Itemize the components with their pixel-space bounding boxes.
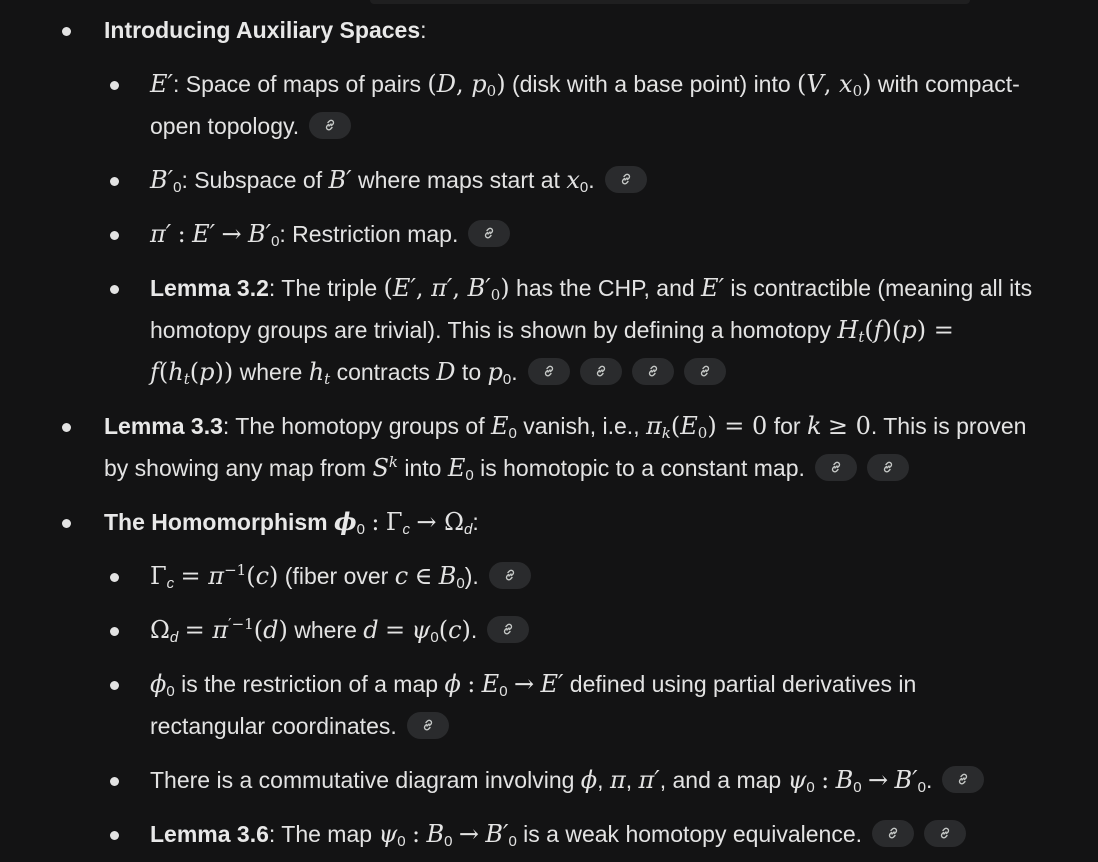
item-label: Lemma 3.2 — [150, 275, 269, 301]
source-link-chip[interactable] — [468, 220, 510, 247]
item-text: by showing any map from — [104, 455, 373, 481]
item-text: is a weak homotopy equivalence. — [516, 821, 862, 847]
item-text: : The triple — [268, 275, 384, 301]
source-link-chip[interactable] — [580, 358, 622, 385]
list-item-cont — [150, 711, 449, 741]
item-text: for — [767, 413, 807, 439]
list-item: π′ : $E' \to B'_0$: Restriction map. — [150, 219, 510, 257]
item-text: : Subspace of — [181, 167, 329, 193]
link-icon — [421, 718, 435, 732]
item-text: vanish, i.e., — [516, 413, 646, 439]
list-item: $B'_0$: Subspace of B′ where maps start at $x_0$. — [150, 165, 647, 203]
bullet — [110, 777, 119, 786]
bullet — [110, 177, 119, 186]
source-link-chip[interactable] — [942, 766, 984, 793]
list-item: E′: Space of maps of pairs (D, $p_0$) (disk with a base point) into (V, $x_0$) with compact- — [150, 70, 1020, 100]
list-item: $\Gamma_c = \pi^{-1}(c)$ (fiber over c ∈ $B_0$). — [150, 561, 531, 599]
bullet — [110, 681, 119, 690]
link-icon — [619, 172, 633, 186]
source-link-chip[interactable] — [528, 358, 570, 385]
list-item: $\Omega_d = \pi^{'-1}(d)$ where $d = \psi_0(c)$. — [150, 615, 529, 653]
item-text: (fiber over — [278, 563, 395, 589]
item-text: to — [455, 359, 488, 385]
item-text: homotopy groups are trivial). This is shown by defining a homotopy — [150, 317, 838, 343]
source-link-chip[interactable] — [309, 112, 351, 139]
link-icon — [829, 460, 843, 474]
bullet — [62, 519, 71, 528]
item-text: There is a commutative diagram involving — [150, 767, 581, 793]
item-text: rectangular coordinates. — [150, 713, 397, 739]
item-text: into — [398, 455, 448, 481]
source-link-chip[interactable] — [872, 820, 914, 847]
list-item: Lemma 3.6: The map $\psi_0$ : $B_0 \to B'_0$ is a weak homotopy equivalence. — [150, 819, 966, 857]
item-text: (disk with a base point) into — [505, 71, 798, 97]
bullet — [110, 285, 119, 294]
item-text: is homotopic to a constant map. — [473, 455, 805, 481]
link-icon — [594, 364, 608, 378]
list-item-cont: $f(h_t(p))$ where $h_t$ contracts D to $p_0$. — [150, 357, 726, 395]
link-icon — [482, 226, 496, 240]
top-bar — [370, 0, 970, 4]
item-text: where — [287, 617, 364, 643]
item-text: : Restriction map. — [279, 221, 459, 247]
item-text: : The homotopy groups of — [222, 413, 491, 439]
link-icon — [956, 772, 970, 786]
link-icon — [646, 364, 660, 378]
bullet — [110, 231, 119, 240]
link-icon — [698, 364, 712, 378]
bullet — [110, 81, 119, 90]
item-text: has the CHP, and — [509, 275, 702, 301]
bullet — [110, 831, 119, 840]
list-item: The Homomorphism $\phi_0$ : $\Gamma_c \to \Omega_d$: — [104, 507, 479, 538]
item-label: Lemma 3.6 — [150, 821, 269, 847]
list-item: Lemma 3.2: The triple (E′, π′, $B'_0$) has the CHP, and E′ is contractible (meaning all its — [150, 274, 1033, 304]
item-text: is the restriction of a map — [174, 671, 445, 697]
source-link-chip[interactable] — [924, 820, 966, 847]
source-link-chip[interactable] — [407, 712, 449, 739]
item-text: : — [420, 17, 427, 43]
item-text: contracts — [330, 359, 437, 385]
item-text: . This is proven — [870, 413, 1027, 439]
item-text: where — [233, 359, 309, 385]
item-text: , and a map — [659, 767, 788, 793]
link-icon — [542, 364, 556, 378]
item-text: : Space of maps of pairs — [172, 71, 428, 97]
source-link-chip[interactable] — [632, 358, 674, 385]
bullet — [62, 27, 71, 36]
source-link-chip[interactable] — [815, 454, 857, 481]
list-item: Lemma 3.3: The homotopy groups of $E_0$ vanish, i.e., $\pi_k(E_0) = 0$ for k ≥ 0. This is proven — [104, 412, 1027, 442]
list-item: There is a commutative diagram involving ϕ, π, π′, and a map $\psi_0$ : $B_0 \to B'_0$. — [150, 765, 984, 803]
item-text: is contractible (meaning all its — [724, 275, 1033, 301]
list-item: $\phi_0$ is the restriction of a map ϕ : $E_0 \to E'$ defined using partial derivatives in — [150, 670, 917, 700]
source-link-chip[interactable] — [489, 562, 531, 589]
bullet — [110, 627, 119, 636]
link-icon — [323, 118, 337, 132]
item-text: with compact- — [871, 71, 1020, 97]
bullet — [62, 423, 71, 432]
list-item-cont — [150, 111, 351, 141]
source-link-chip[interactable] — [867, 454, 909, 481]
link-icon — [501, 622, 515, 636]
list-item-cont: homotopy groups are trivial). This is shown by defining a homotopy $H_t(f)(p)$ = — [150, 316, 954, 346]
bullet — [110, 573, 119, 582]
item-text: where maps start at — [351, 167, 567, 193]
list-item — [104, 15, 427, 45]
item-label: Introducing Auxiliary Spaces — [104, 17, 421, 43]
source-link-chip[interactable] — [487, 616, 529, 643]
item-text: defined using partial derivatives in — [563, 671, 917, 697]
item-text: open topology. — [150, 113, 300, 139]
link-icon — [503, 568, 517, 582]
list-item-cont: by showing any map from $S^k$ into $E_0$ is homotopic to a constant map. — [104, 453, 909, 491]
item-label: Lemma 3.3 — [104, 413, 223, 439]
source-link-chip[interactable] — [684, 358, 726, 385]
link-icon — [881, 460, 895, 474]
item-label: The Homomorphism — [104, 509, 328, 535]
item-text: : The map — [268, 821, 379, 847]
source-link-chip[interactable] — [605, 166, 647, 193]
link-icon — [886, 826, 900, 840]
link-icon — [938, 826, 952, 840]
